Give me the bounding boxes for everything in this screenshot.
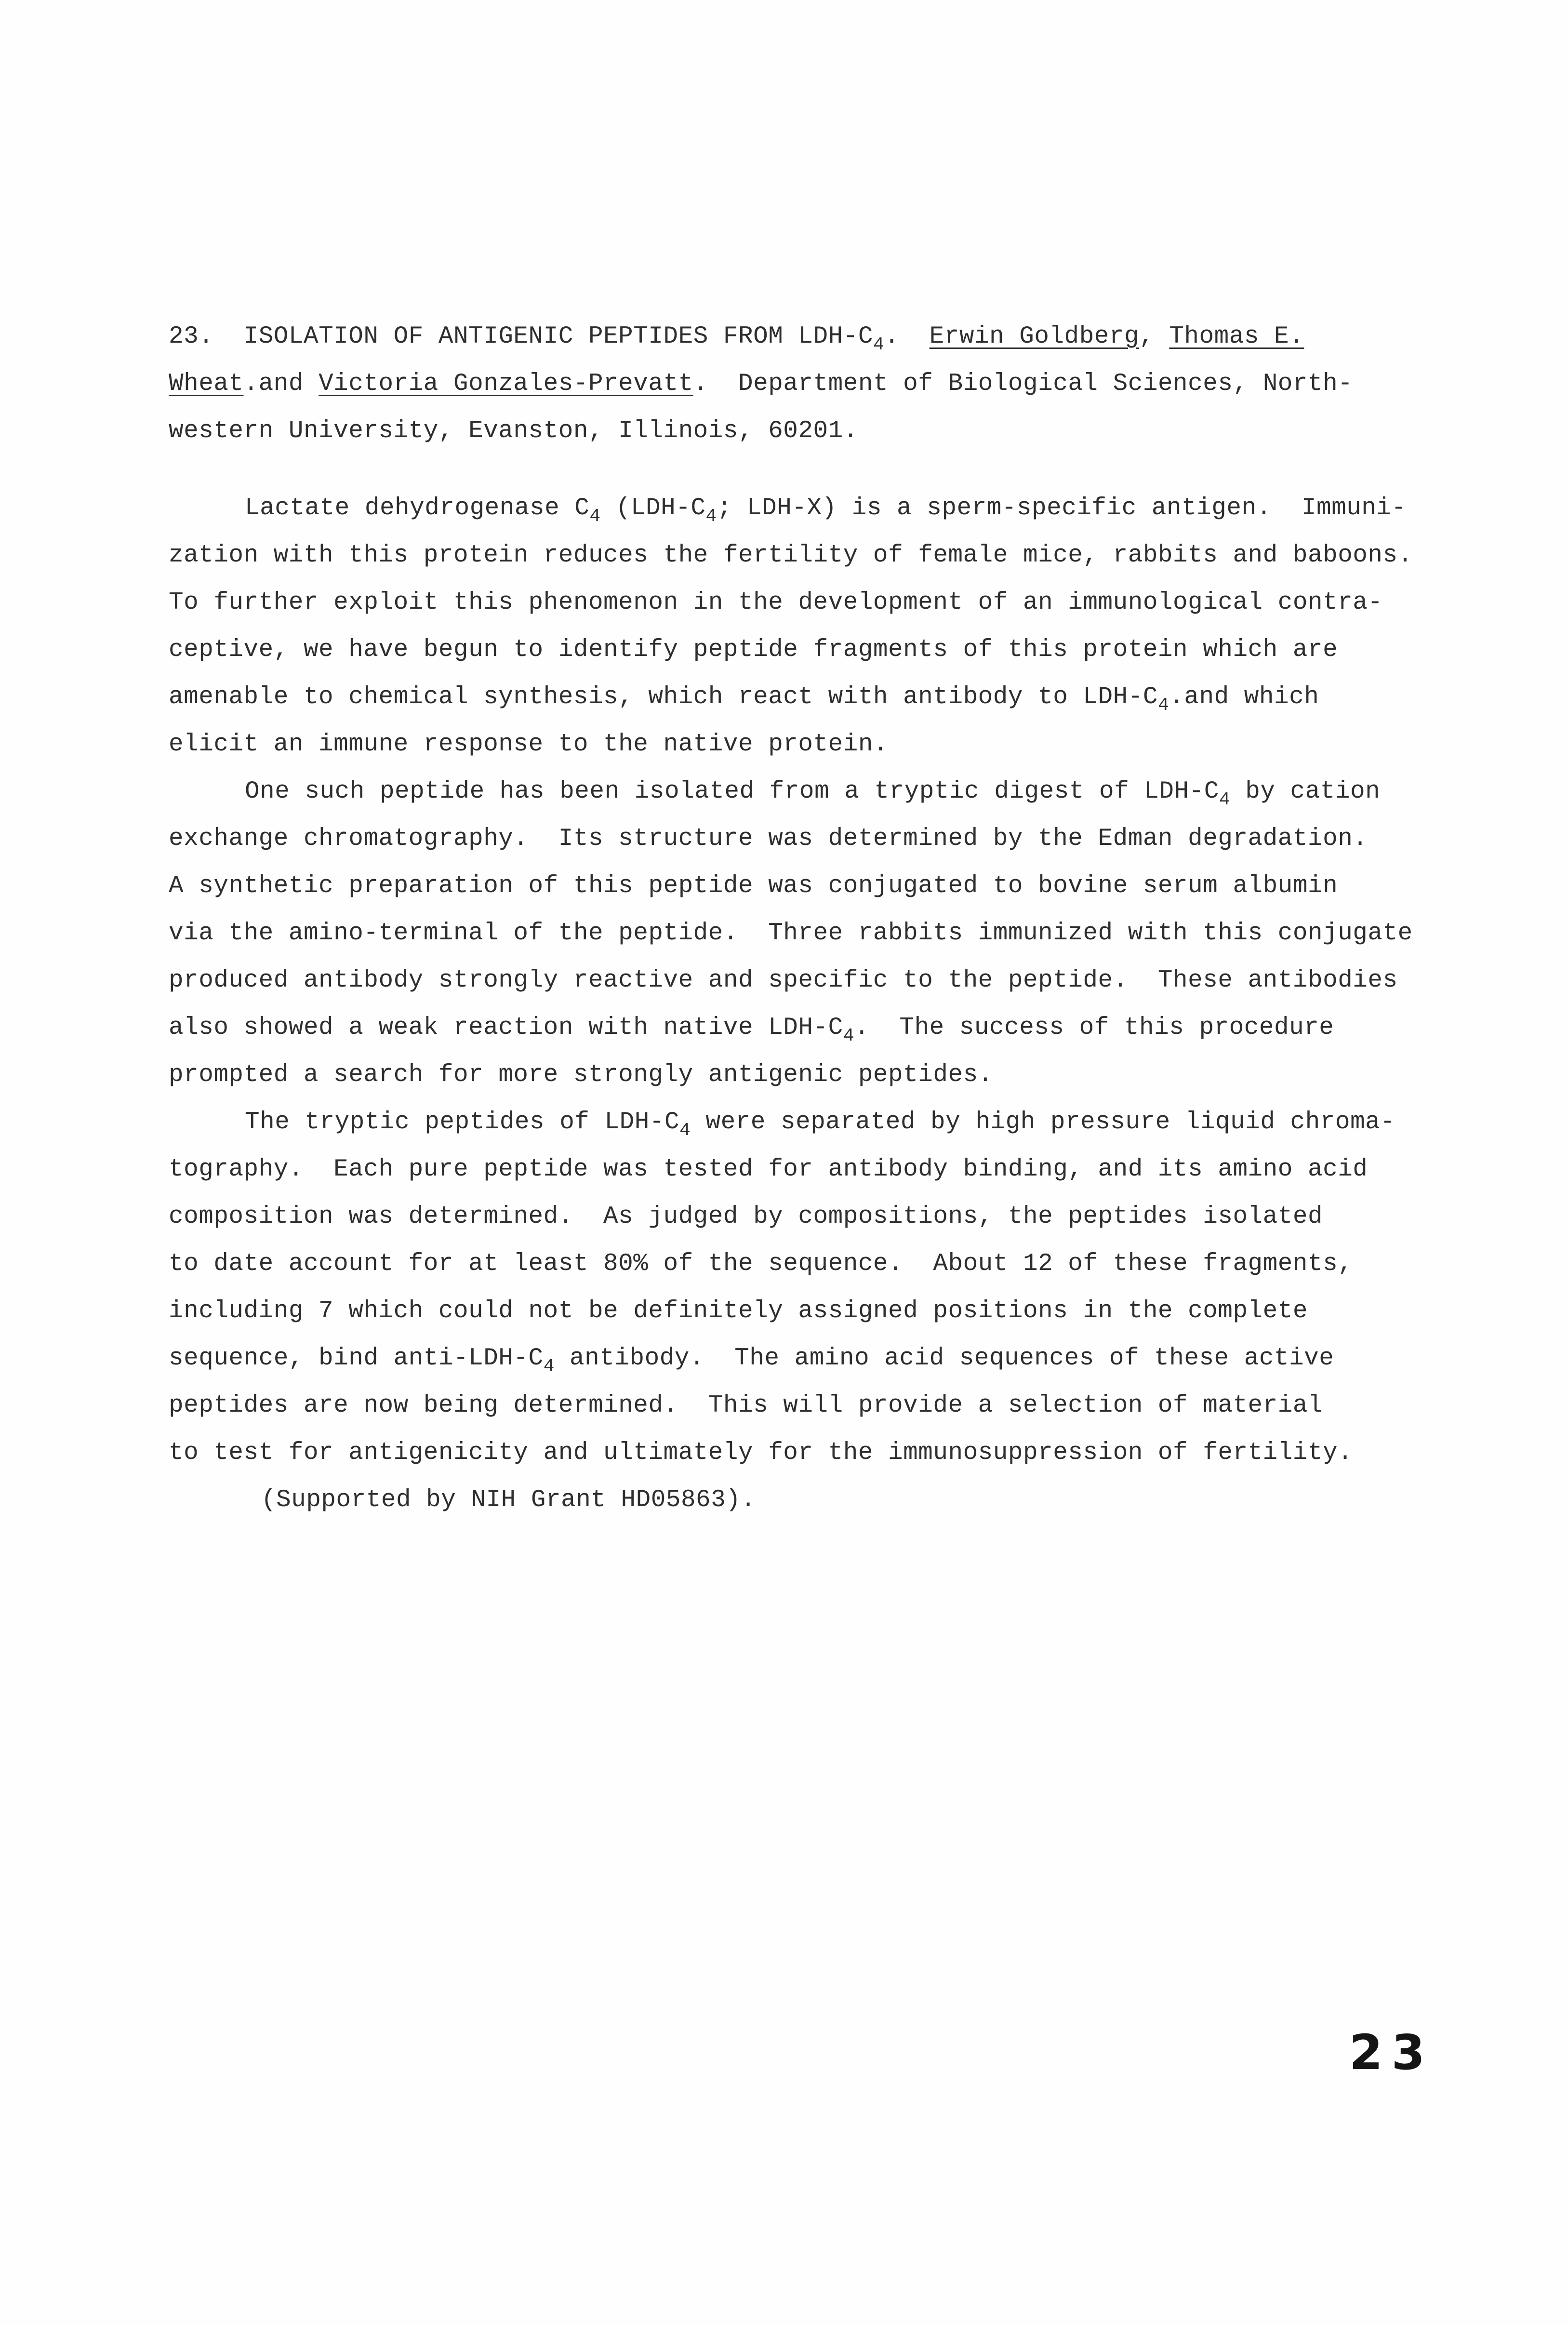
author-end: . [693,370,708,398]
title-subscript: 4 [873,334,885,355]
abstract-number: 23. [169,323,214,350]
p2-l1-text-b: by cation [1230,778,1381,805]
p2-l6-text-b: . The success of this procedure [854,1014,1334,1042]
p1-l1-text-a: Lactate dehydrogenase C [245,494,590,522]
p1-l5-text-a: amenable to chemical synthesis, which react with antibody to LDH-C [169,683,1158,711]
affiliation-line-2: western University, Evanston, Illinois, 60201. [169,417,858,445]
author-separator: , [1139,323,1169,350]
p2-l6-subscript: 4 [843,1026,855,1046]
p2-l1-text-a: One such peptide has been isolated from a tryptic digest of LDH-C [245,778,1219,805]
p1-line-6: elicit an immune response to the native protein. [169,731,889,758]
p1-line-5 [169,674,1479,721]
spacer [169,455,1479,485]
p1-l5-text-b: .and which [1169,683,1319,711]
p3-l6-text-a: sequence, bind anti-LDH-C [169,1345,544,1372]
p2-line-3: A synthetic preparation of this peptide was conjugated to bovine serum albumin [169,872,1338,900]
p3-line-2: tography. Each pure peptide was tested for antibody binding, and its amino acid [169,1156,1368,1183]
p1-line-4: ceptive, we have begun to identify peptide fragments of this protein which are [169,636,1338,664]
p3-line-7: peptides are now being determined. This will provide a selection of material [169,1392,1323,1419]
p1-l1-subscript-2: 4 [705,506,717,527]
p3-line-8: to test for antigenicity and ultimately for the immunosuppression of fertility. [169,1439,1353,1467]
p1-l1-subscript-1: 4 [589,506,601,527]
p2-l6-text-a: also showed a weak reaction with native LDH-C [169,1014,843,1042]
page-number: 23 [1349,2024,1434,2081]
p3-l6-subscript: 4 [543,1356,555,1377]
author-and: .and [243,370,319,398]
p2-line-5: produced antibody strongly reactive and specific to the peptide. These antibodies [169,967,1398,994]
support-statement: (Supported by NIH Grant HD05863). [261,1486,756,1514]
p3-l1-text-b: were separated by high pressure liquid chroma- [691,1109,1395,1136]
paragraph-3 [169,1099,1479,1477]
p2-line-1 [169,768,1479,815]
p2-l1-subscript: 4 [1219,789,1231,810]
p3-line-6 [169,1335,1479,1382]
p3-line-3: composition was determined. As judged by compositions, the peptides isolated [169,1203,1323,1230]
abstract-title: ISOLATION OF ANTIGENIC PEPTIDES FROM LDH-C [243,323,873,350]
author-thomas-wheat-part2: Wheat [169,370,244,398]
p1-line-3: To further exploit this phenomenon in the development of an immunological contra- [169,589,1383,616]
p1-l1-text-c: ; LDH-X) is a sperm-specific antigen. Immuni- [717,494,1407,522]
p3-line-4: to date account for at least 80% of the sequence. About 12 of these fragments, [169,1250,1353,1278]
title-end: . [884,323,900,350]
paragraph-2 [169,768,1479,1099]
p1-line-2: zation with this protein reduces the fertility of female mice, rabbits and baboons. [169,542,1413,569]
p1-line-1 [169,485,1479,532]
author-thomas-wheat-part1: Thomas E. [1169,323,1304,350]
author-victoria-gonzales-prevatt: Victoria Gonzales-Prevatt [319,370,693,398]
p1-l5-subscript: 4 [1157,695,1169,716]
author-erwin-goldberg: Erwin Goldberg [929,323,1140,350]
p2-line-7: prompted a search for more strongly antigenic peptides. [169,1061,993,1089]
p2-line-4: via the amino-terminal of the peptide. Three rabbits immunized with this conjugate [169,920,1413,947]
heading-line-2 [169,361,1479,408]
heading-line-1 [169,313,1479,361]
p3-line-1 [169,1099,1479,1146]
p3-l6-text-b: antibody. The amino acid sequences of these active [554,1345,1334,1372]
affiliation-line-1: Department of Biological Sciences, North- [738,370,1353,398]
p1-l1-text-b: (LDH-C [600,494,706,522]
p2-line-2: exchange chromatography. Its structure was determined by the Edman degradation. [169,825,1368,853]
p2-line-6 [169,1004,1479,1052]
abstract-body [169,313,1479,1524]
abstract-heading [169,313,1479,455]
paragraph-1 [169,485,1479,768]
p3-line-5: including 7 which could not be definitely assigned positions in the complete [169,1297,1308,1325]
p3-l1-text-a: The tryptic peptides of LDH-C [245,1109,680,1136]
p3-l1-subscript: 4 [679,1120,691,1141]
